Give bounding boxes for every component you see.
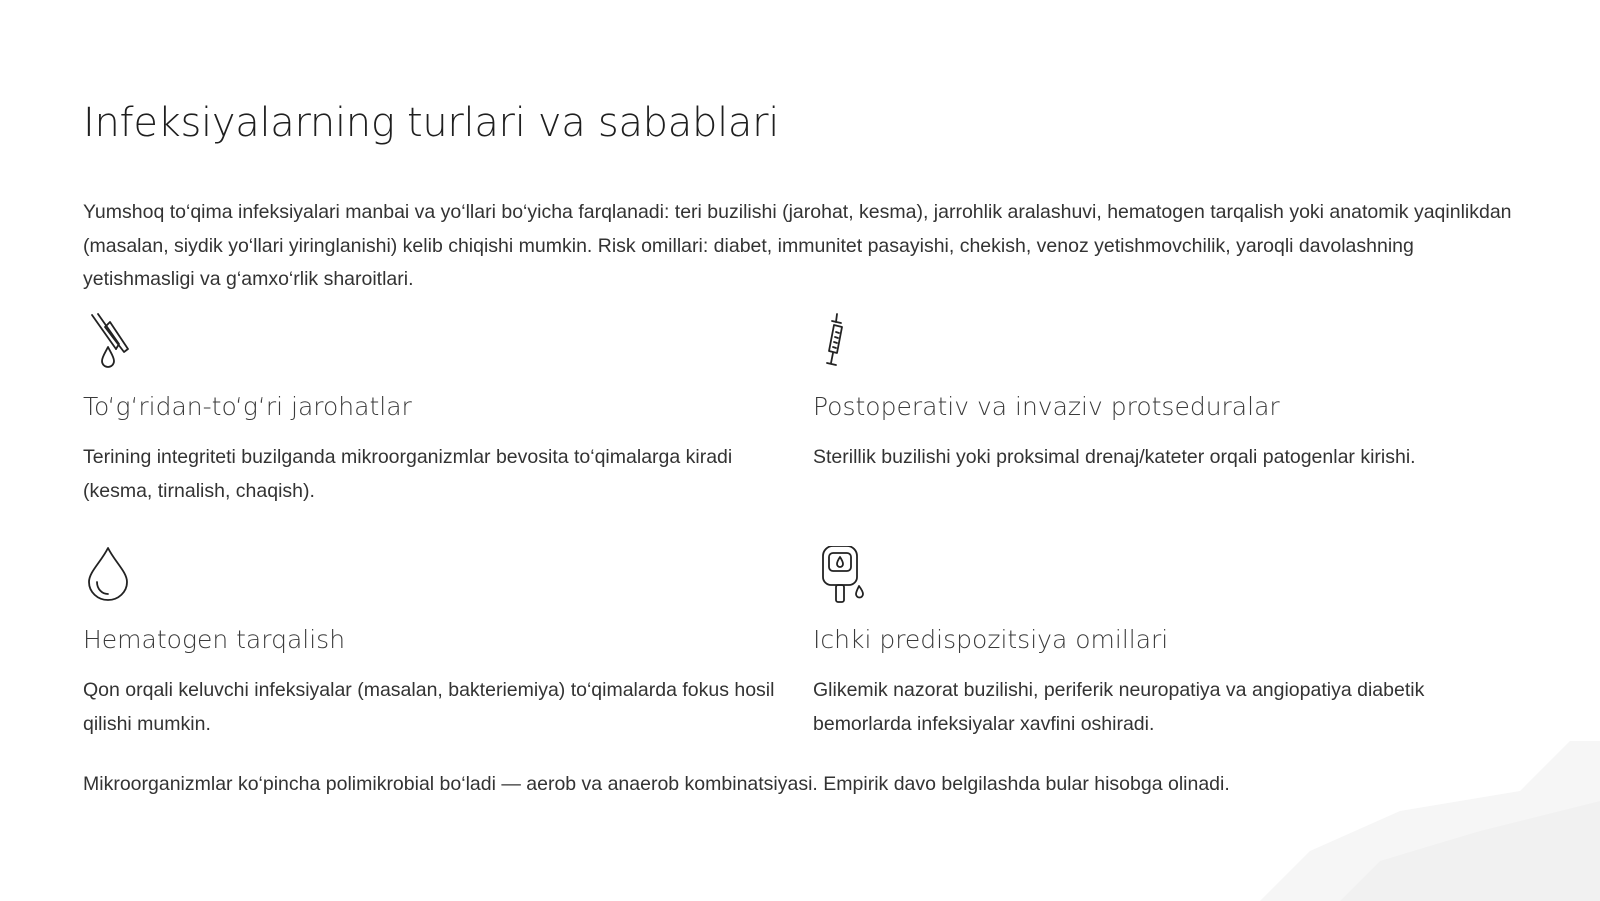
card-heading: To‘g‘ridan-to‘g‘ri jarohatlar <box>83 392 412 421</box>
intro-paragraph: Yumshoq to‘qima infeksiyalari manbai va yo‘llari bo‘yicha farqlanadi: teri buzilishi (jarohat, kesma), jarrohlik aralashuvi, hematogen tarqalish yoki anatomik yaqinlikdan (masalan, siydik yo‘llari yiringlanishi) kelib chiqishi mumkin. Risk omillari: diabet, immunitet pasayishi, chekish, venoz yetishmovchilik, yaroqli davolashning yetishmasligi va g‘amxo‘rlik sharoitlari. <box>83 201 1512 290</box>
syringe-icon <box>813 313 873 373</box>
page-title: Infeksiyalarning turlari va sabablari <box>83 100 780 146</box>
footer-note: Mikroorganizmlar ko‘pincha polimikrobial bo‘ladi — aerob va anaerob kombinatsiyasi. Empirik davo belgilashda bular hisobga olinadi. <box>83 773 1230 795</box>
card-heading: Postoperativ va invaziv protseduralar <box>813 392 1280 421</box>
card-heading: Ichki predispozitsiya omillari <box>813 625 1169 654</box>
blood-drop-icon <box>83 546 143 606</box>
glucometer-icon <box>813 546 873 606</box>
card-text: Qon orqali keluvchi infeksiyalar (masalan, bakteriemiya) to‘qimalarda fokus hosil qilishi mumkin. <box>83 679 775 735</box>
decorative-watermark <box>1220 741 1600 901</box>
card-text: Terining integriteti buzilganda mikroorganizmlar bevosita to‘qimalarga kiradi (kesma, tirnalish, chaqish). <box>83 446 733 502</box>
card-text: Sterillik buzilishi yoki proksimal drenaj/kateter orqali patogenlar kirishi. <box>813 446 1416 468</box>
card-heading: Hematogen tarqalish <box>83 625 346 654</box>
scalpel-drop-icon <box>83 313 143 373</box>
card-text: Glikemik nazorat buzilishi, periferik neuropatiya va angiopatiya diabetik bemorlarda infeksiyalar xavfini oshiradi. <box>813 679 1425 735</box>
